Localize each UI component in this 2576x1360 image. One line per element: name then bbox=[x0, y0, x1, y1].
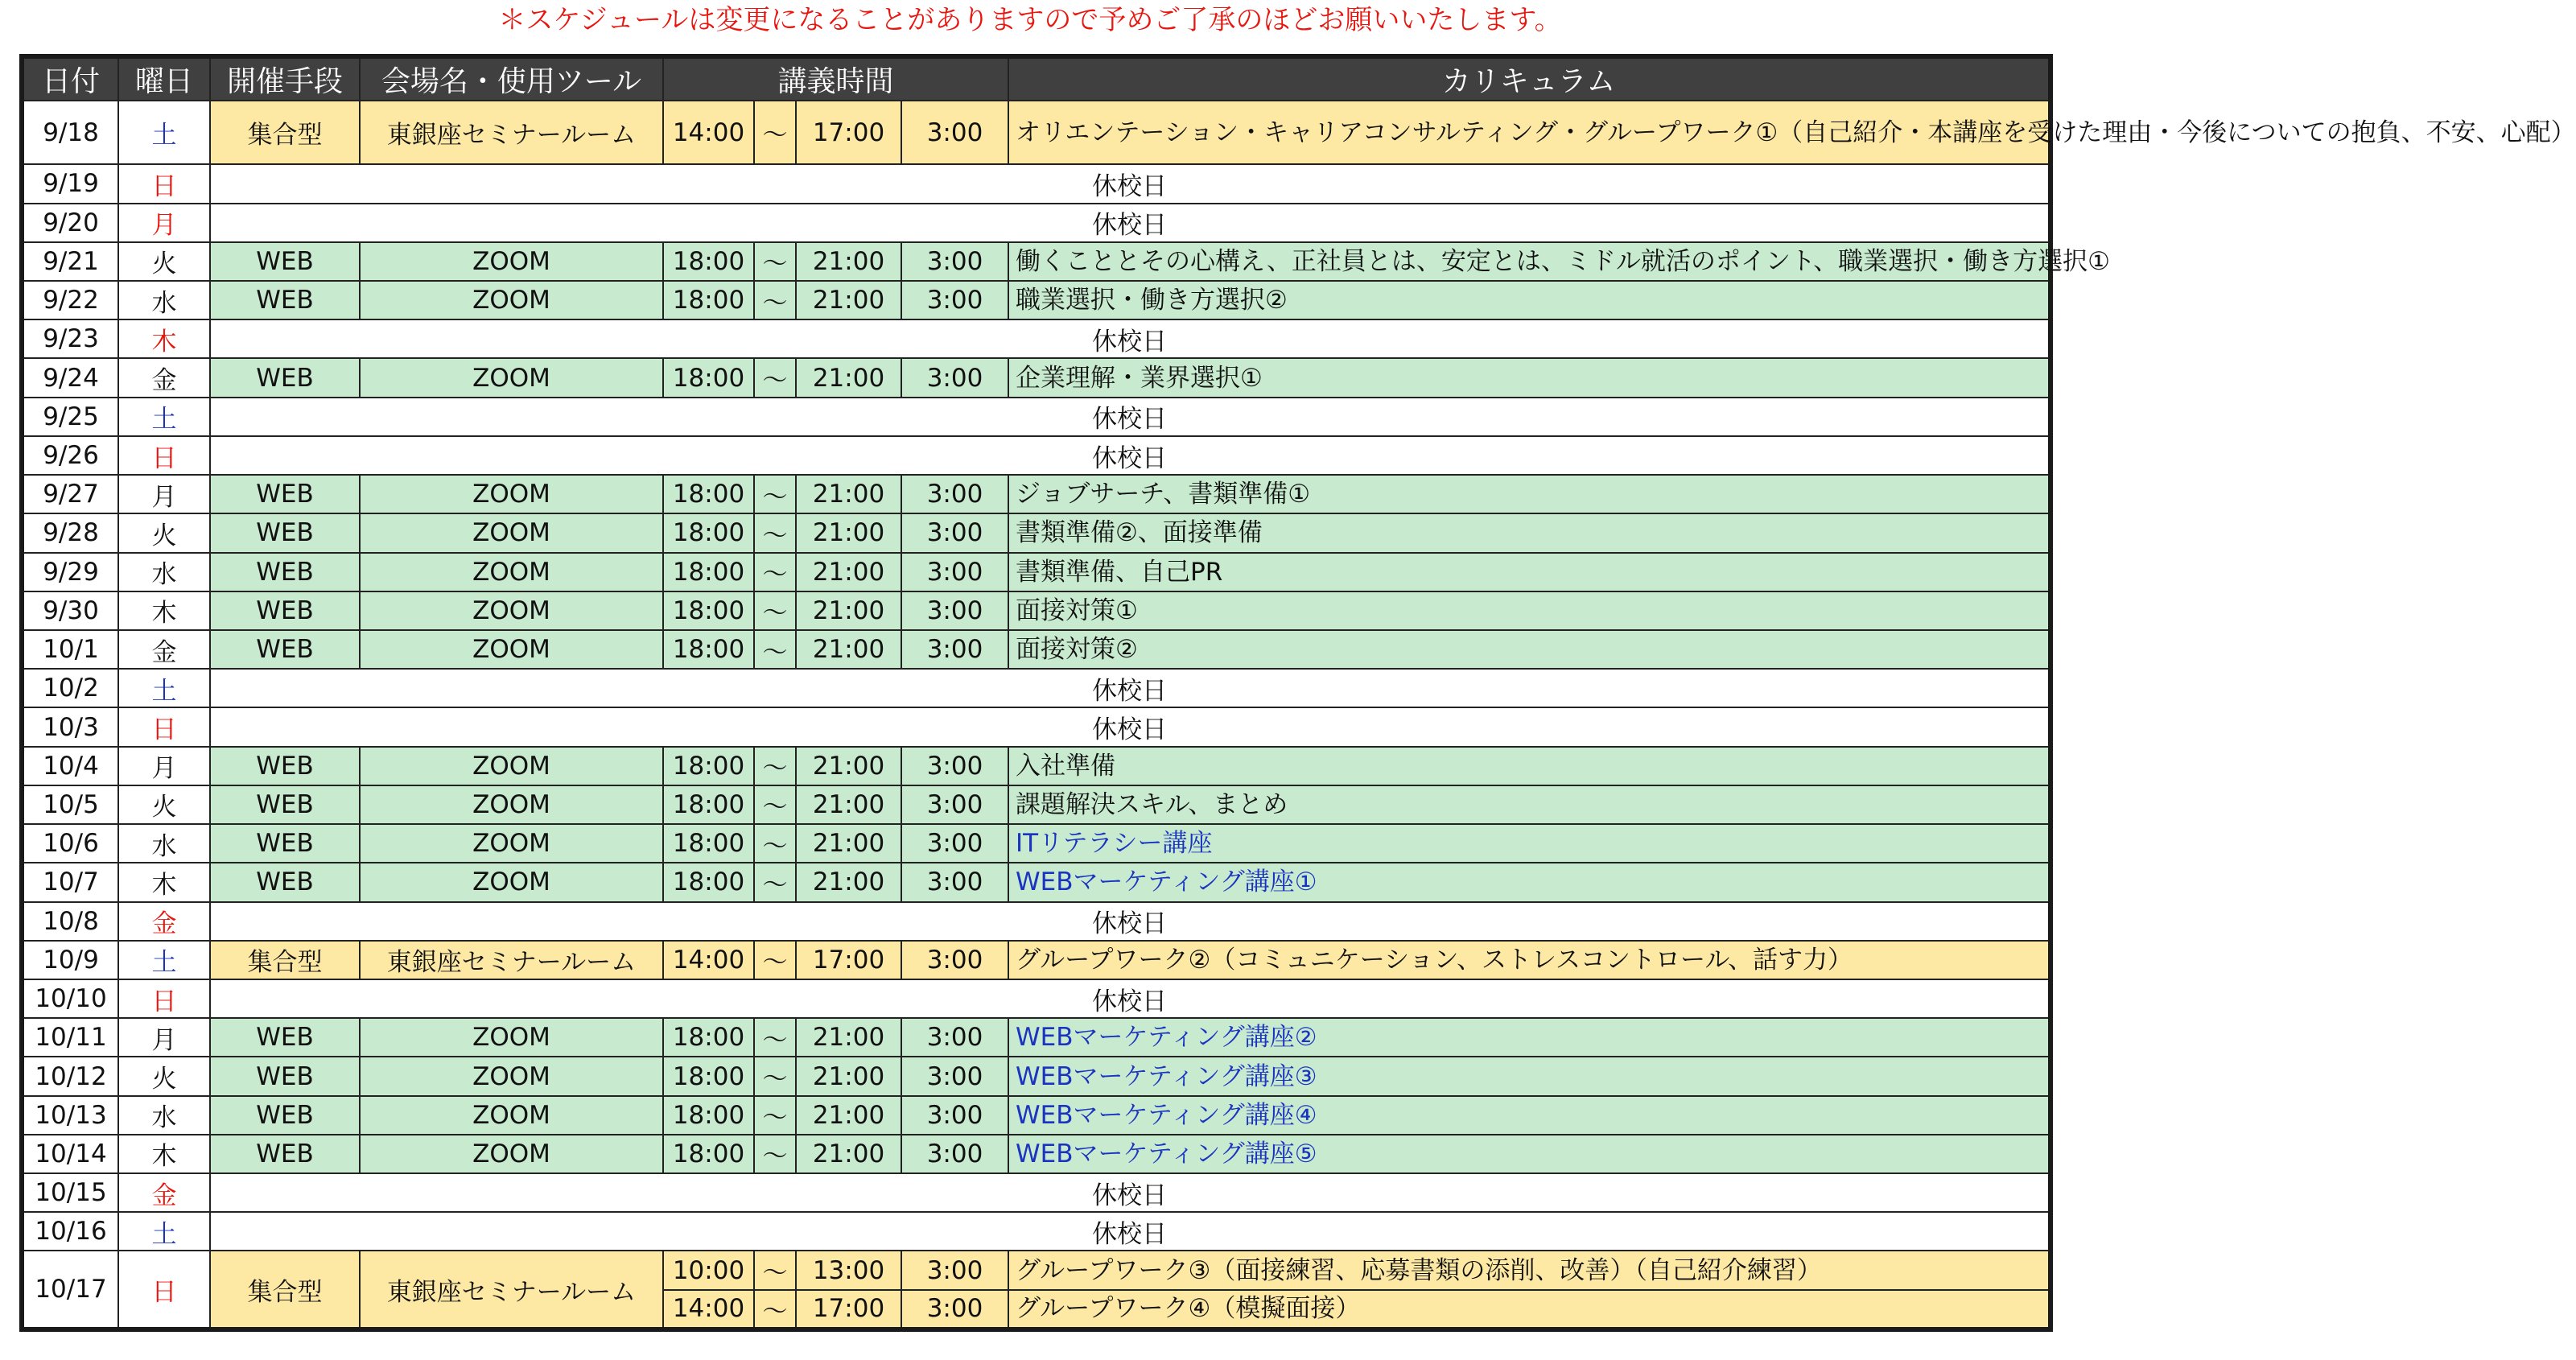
time-separator: ～ bbox=[754, 475, 796, 513]
table-row bbox=[22, 1135, 2050, 1173]
date-cell: 10/15 bbox=[22, 1173, 118, 1212]
weekday-cell: 土 bbox=[118, 101, 210, 164]
curriculum-cell: ジョブサーチ、書類準備① bbox=[1008, 475, 2050, 513]
duration-cell: 3:00 bbox=[901, 591, 1008, 630]
venue-cell: ZOOM bbox=[360, 747, 663, 785]
start-time-cell: 18:00 bbox=[663, 785, 754, 824]
duration-cell: 3:00 bbox=[901, 1018, 1008, 1057]
method-cell: WEB bbox=[210, 630, 360, 669]
curriculum-cell: WEBマーケティング講座③ bbox=[1008, 1057, 2050, 1095]
end-time-cell: 21:00 bbox=[796, 1018, 901, 1057]
end-time-cell: 21:00 bbox=[796, 513, 901, 552]
table-row bbox=[22, 475, 2050, 513]
time-separator: ～ bbox=[754, 630, 796, 669]
duration-cell: 3:00 bbox=[901, 785, 1008, 824]
method-cell: WEB bbox=[210, 242, 360, 281]
date-cell: 10/16 bbox=[22, 1212, 118, 1251]
end-time-cell: 21:00 bbox=[796, 824, 901, 863]
venue-cell: ZOOM bbox=[360, 513, 663, 552]
closed-day-cell: 休校日 bbox=[210, 164, 2050, 203]
venue-cell: ZOOM bbox=[360, 242, 663, 281]
end-time-cell: 21:00 bbox=[796, 630, 901, 669]
weekday-cell: 水 bbox=[118, 553, 210, 591]
end-time-cell: 21:00 bbox=[796, 785, 901, 824]
duration-cell: 3:00 bbox=[901, 941, 1008, 979]
start-time-cell: 14:00 bbox=[663, 941, 754, 979]
start-time-cell: 18:00 bbox=[663, 1096, 754, 1135]
table-row bbox=[22, 1018, 2050, 1057]
venue-cell: 東銀座セミナールーム bbox=[360, 941, 663, 979]
date-cell: 10/8 bbox=[22, 902, 118, 941]
closed-day-cell: 休校日 bbox=[210, 436, 2050, 475]
time-separator: ～ bbox=[754, 1135, 796, 1173]
time-separator: ～ bbox=[754, 1018, 796, 1057]
date-cell: 9/26 bbox=[22, 436, 118, 475]
weekday-cell: 日 bbox=[118, 436, 210, 475]
weekday-cell: 木 bbox=[118, 863, 210, 901]
date-cell: 10/12 bbox=[22, 1057, 118, 1095]
table-row bbox=[22, 553, 2050, 591]
duration-cell: 3:00 bbox=[901, 824, 1008, 863]
time-separator: ～ bbox=[754, 591, 796, 630]
weekday-cell: 月 bbox=[118, 1018, 210, 1057]
closed-day-cell: 休校日 bbox=[210, 1173, 2050, 1212]
method-cell: WEB bbox=[210, 553, 360, 591]
date-cell: 10/6 bbox=[22, 824, 118, 863]
date-cell: 10/2 bbox=[22, 669, 118, 707]
table-row bbox=[22, 902, 2050, 941]
table-row bbox=[22, 979, 2050, 1018]
weekday-cell: 土 bbox=[118, 669, 210, 707]
table-row bbox=[22, 1096, 2050, 1135]
weekday-cell: 日 bbox=[118, 1251, 210, 1329]
date-cell: 9/28 bbox=[22, 513, 118, 552]
weekday-cell: 火 bbox=[118, 785, 210, 824]
header-time: 講義時間 bbox=[663, 56, 1008, 101]
duration-cell: 3:00 bbox=[901, 1057, 1008, 1095]
table-row bbox=[22, 707, 2050, 746]
time-separator: ～ bbox=[754, 747, 796, 785]
duration-cell: 3:00 bbox=[901, 1096, 1008, 1135]
method-cell: WEB bbox=[210, 824, 360, 863]
method-cell: 集合型 bbox=[210, 941, 360, 979]
venue-cell: ZOOM bbox=[360, 1135, 663, 1173]
table-row bbox=[22, 669, 2050, 707]
method-cell: WEB bbox=[210, 358, 360, 397]
schedule-table bbox=[19, 54, 2576, 1332]
end-time-cell: 21:00 bbox=[796, 358, 901, 397]
start-time-cell: 18:00 bbox=[663, 358, 754, 397]
table-row bbox=[22, 513, 2050, 552]
table-row bbox=[22, 1173, 2050, 1212]
table-row bbox=[22, 398, 2050, 436]
venue-cell: ZOOM bbox=[360, 475, 663, 513]
duration-cell: 3:00 bbox=[901, 101, 1008, 164]
start-time-cell: 18:00 bbox=[663, 630, 754, 669]
header-row bbox=[22, 56, 2050, 101]
weekday-cell: 木 bbox=[118, 1135, 210, 1173]
venue-cell: ZOOM bbox=[360, 553, 663, 591]
end-time-cell: 17:00 bbox=[796, 101, 901, 164]
table-row bbox=[22, 319, 2050, 358]
venue-cell: ZOOM bbox=[360, 1096, 663, 1135]
date-cell: 9/29 bbox=[22, 553, 118, 591]
start-time-cell: 18:00 bbox=[663, 281, 754, 319]
weekday-cell: 火 bbox=[118, 513, 210, 552]
table-row bbox=[22, 204, 2050, 242]
weekday-cell: 木 bbox=[118, 319, 210, 358]
weekday-cell: 月 bbox=[118, 747, 210, 785]
end-time-cell: 17:00 bbox=[796, 941, 901, 979]
start-time-cell: 18:00 bbox=[663, 747, 754, 785]
weekday-cell: 金 bbox=[118, 1173, 210, 1212]
curriculum-cell: WEBマーケティング講座④ bbox=[1008, 1096, 2050, 1135]
curriculum-cell: 面接対策① bbox=[1008, 591, 2050, 630]
start-time-cell: 18:00 bbox=[663, 863, 754, 901]
venue-cell: 東銀座セミナールーム bbox=[360, 1251, 663, 1329]
date-cell: 10/1 bbox=[22, 630, 118, 669]
header-day: 曜日 bbox=[118, 56, 210, 101]
date-cell: 9/19 bbox=[22, 164, 118, 203]
header-method: 開催手段 bbox=[210, 56, 360, 101]
method-cell: WEB bbox=[210, 1135, 360, 1173]
duration-cell: 3:00 bbox=[901, 1251, 1008, 1289]
weekday-cell: 日 bbox=[118, 707, 210, 746]
curriculum-cell: ITリテラシー講座 bbox=[1008, 824, 2050, 863]
table-row bbox=[22, 101, 2050, 164]
duration-cell: 3:00 bbox=[901, 1135, 1008, 1173]
venue-cell: ZOOM bbox=[360, 591, 663, 630]
date-cell: 10/17 bbox=[22, 1251, 118, 1329]
method-cell: WEB bbox=[210, 475, 360, 513]
table-row bbox=[22, 1212, 2050, 1251]
method-cell: 集合型 bbox=[210, 1251, 360, 1329]
venue-cell: ZOOM bbox=[360, 1018, 663, 1057]
curriculum-cell: 書類準備、自己PR bbox=[1008, 553, 2050, 591]
venue-cell: ZOOM bbox=[360, 281, 663, 319]
curriculum-cell: WEBマーケティング講座① bbox=[1008, 863, 2050, 901]
date-cell: 10/11 bbox=[22, 1018, 118, 1057]
table-row bbox=[22, 358, 2050, 397]
start-time-cell: 18:00 bbox=[663, 513, 754, 552]
end-time-cell: 21:00 bbox=[796, 1057, 901, 1095]
time-separator: ～ bbox=[754, 513, 796, 552]
time-separator: ～ bbox=[754, 281, 796, 319]
start-time-cell: 18:00 bbox=[663, 1135, 754, 1173]
closed-day-cell: 休校日 bbox=[210, 707, 2050, 746]
table-row bbox=[22, 281, 2050, 319]
duration-cell: 3:00 bbox=[901, 630, 1008, 669]
weekday-cell: 土 bbox=[118, 398, 210, 436]
duration-cell: 3:00 bbox=[901, 242, 1008, 281]
schedule-change-notice: ＊スケジュールは変更になることがありますので予めご了承のほどお願いいたします。 bbox=[498, 4, 1562, 36]
closed-day-cell: 休校日 bbox=[210, 979, 2050, 1018]
table-row bbox=[22, 785, 2050, 824]
end-time-cell: 21:00 bbox=[796, 281, 901, 319]
curriculum-cell: WEBマーケティング講座⑤ bbox=[1008, 1135, 2050, 1173]
weekday-cell: 日 bbox=[118, 164, 210, 203]
curriculum-cell: グループワーク④（模擬面接） bbox=[1008, 1290, 2050, 1329]
duration-cell: 3:00 bbox=[901, 513, 1008, 552]
table-row bbox=[22, 1251, 2050, 1289]
time-separator: ～ bbox=[754, 553, 796, 591]
start-time-cell: 18:00 bbox=[663, 1057, 754, 1095]
table-row bbox=[22, 591, 2050, 630]
weekday-cell: 月 bbox=[118, 204, 210, 242]
start-time-cell: 18:00 bbox=[663, 824, 754, 863]
closed-day-cell: 休校日 bbox=[210, 669, 2050, 707]
date-cell: 10/10 bbox=[22, 979, 118, 1018]
start-time-cell: 18:00 bbox=[663, 553, 754, 591]
weekday-cell: 火 bbox=[118, 242, 210, 281]
time-separator: ～ bbox=[754, 1251, 796, 1289]
time-separator: ～ bbox=[754, 785, 796, 824]
header-venue: 会場名・使用ツール bbox=[360, 56, 663, 101]
curriculum-cell: グループワーク③（面接練習、応募書類の添削、改善）（自己紹介練習） bbox=[1008, 1251, 2050, 1289]
weekday-cell: 水 bbox=[118, 824, 210, 863]
date-cell: 9/23 bbox=[22, 319, 118, 358]
time-separator: ～ bbox=[754, 1290, 796, 1329]
time-separator: ～ bbox=[754, 1096, 796, 1135]
weekday-cell: 金 bbox=[118, 630, 210, 669]
method-cell: WEB bbox=[210, 591, 360, 630]
date-cell: 9/18 bbox=[22, 101, 118, 164]
table-row bbox=[22, 941, 2050, 979]
date-cell: 9/22 bbox=[22, 281, 118, 319]
duration-cell: 3:00 bbox=[901, 358, 1008, 397]
time-separator: ～ bbox=[754, 358, 796, 397]
time-separator: ～ bbox=[754, 242, 796, 281]
time-separator: ～ bbox=[754, 101, 796, 164]
date-cell: 9/21 bbox=[22, 242, 118, 281]
date-cell: 10/13 bbox=[22, 1096, 118, 1135]
duration-cell: 3:00 bbox=[901, 863, 1008, 901]
table-row bbox=[22, 824, 2050, 863]
date-cell: 10/14 bbox=[22, 1135, 118, 1173]
date-cell: 9/30 bbox=[22, 591, 118, 630]
method-cell: WEB bbox=[210, 281, 360, 319]
start-time-cell: 18:00 bbox=[663, 475, 754, 513]
time-separator: ～ bbox=[754, 1057, 796, 1095]
end-time-cell: 21:00 bbox=[796, 747, 901, 785]
weekday-cell: 月 bbox=[118, 475, 210, 513]
method-cell: WEB bbox=[210, 1018, 360, 1057]
end-time-cell: 21:00 bbox=[796, 1135, 901, 1173]
weekday-cell: 火 bbox=[118, 1057, 210, 1095]
venue-cell: ZOOM bbox=[360, 863, 663, 901]
time-separator: ～ bbox=[754, 824, 796, 863]
venue-cell: ZOOM bbox=[360, 630, 663, 669]
time-separator: ～ bbox=[754, 941, 796, 979]
start-time-cell: 18:00 bbox=[663, 1018, 754, 1057]
start-time-cell: 10:00 bbox=[663, 1251, 754, 1289]
table-row bbox=[22, 747, 2050, 785]
curriculum-cell: 面接対策② bbox=[1008, 630, 2050, 669]
method-cell: WEB bbox=[210, 863, 360, 901]
start-time-cell: 18:00 bbox=[663, 591, 754, 630]
method-cell: WEB bbox=[210, 1057, 360, 1095]
closed-day-cell: 休校日 bbox=[210, 1212, 2050, 1251]
curriculum-cell: 課題解決スキル、まとめ bbox=[1008, 785, 2050, 824]
weekday-cell: 日 bbox=[118, 979, 210, 1018]
end-time-cell: 21:00 bbox=[796, 242, 901, 281]
end-time-cell: 21:00 bbox=[796, 553, 901, 591]
date-cell: 9/25 bbox=[22, 398, 118, 436]
duration-cell: 3:00 bbox=[901, 553, 1008, 591]
end-time-cell: 13:00 bbox=[796, 1251, 901, 1289]
date-cell: 10/5 bbox=[22, 785, 118, 824]
date-cell: 9/24 bbox=[22, 358, 118, 397]
duration-cell: 3:00 bbox=[901, 1290, 1008, 1329]
curriculum-cell: WEBマーケティング講座② bbox=[1008, 1018, 2050, 1057]
method-cell: 集合型 bbox=[210, 101, 360, 164]
method-cell: WEB bbox=[210, 1096, 360, 1135]
end-time-cell: 21:00 bbox=[796, 863, 901, 901]
closed-day-cell: 休校日 bbox=[210, 204, 2050, 242]
weekday-cell: 水 bbox=[118, 281, 210, 319]
weekday-cell: 金 bbox=[118, 902, 210, 941]
venue-cell: 東銀座セミナールーム bbox=[360, 101, 663, 164]
weekday-cell: 土 bbox=[118, 1212, 210, 1251]
weekday-cell: 水 bbox=[118, 1096, 210, 1135]
curriculum-cell: 職業選択・働き方選択② bbox=[1008, 281, 2050, 319]
method-cell: WEB bbox=[210, 747, 360, 785]
end-time-cell: 17:00 bbox=[796, 1290, 901, 1329]
weekday-cell: 木 bbox=[118, 591, 210, 630]
weekday-cell: 金 bbox=[118, 358, 210, 397]
method-cell: WEB bbox=[210, 785, 360, 824]
date-cell: 10/4 bbox=[22, 747, 118, 785]
end-time-cell: 21:00 bbox=[796, 591, 901, 630]
venue-cell: ZOOM bbox=[360, 824, 663, 863]
date-cell: 10/3 bbox=[22, 707, 118, 746]
curriculum-cell: 働くこととその心構え、正社員とは、安定とは、ミドル就活のポイント、職業選択・働き方選択① bbox=[1008, 242, 2050, 281]
duration-cell: 3:00 bbox=[901, 747, 1008, 785]
curriculum-cell: 入社準備 bbox=[1008, 747, 2050, 785]
date-cell: 9/20 bbox=[22, 204, 118, 242]
table-row bbox=[22, 630, 2050, 669]
venue-cell: ZOOM bbox=[360, 1057, 663, 1095]
venue-cell: ZOOM bbox=[360, 785, 663, 824]
date-cell: 10/9 bbox=[22, 941, 118, 979]
table-row bbox=[22, 242, 2050, 281]
closed-day-cell: 休校日 bbox=[210, 902, 2050, 941]
table-row bbox=[22, 1057, 2050, 1095]
header-date: 日付 bbox=[22, 56, 118, 101]
time-separator: ～ bbox=[754, 863, 796, 901]
weekday-cell: 土 bbox=[118, 941, 210, 979]
closed-day-cell: 休校日 bbox=[210, 398, 2050, 436]
method-cell: WEB bbox=[210, 513, 360, 552]
curriculum-cell: グループワーク②（コミュニケーション、ストレスコントロール、話す力） bbox=[1008, 941, 2050, 979]
start-time-cell: 14:00 bbox=[663, 1290, 754, 1329]
curriculum-cell: 企業理解・業界選択① bbox=[1008, 358, 2050, 397]
table-row bbox=[22, 436, 2050, 475]
date-cell: 10/7 bbox=[22, 863, 118, 901]
start-time-cell: 14:00 bbox=[663, 101, 754, 164]
curriculum-cell: 書類準備②、面接準備 bbox=[1008, 513, 2050, 552]
date-cell: 9/27 bbox=[22, 475, 118, 513]
closed-day-cell: 休校日 bbox=[210, 319, 2050, 358]
duration-cell: 3:00 bbox=[901, 281, 1008, 319]
end-time-cell: 21:00 bbox=[796, 475, 901, 513]
start-time-cell: 18:00 bbox=[663, 242, 754, 281]
table-row bbox=[22, 863, 2050, 901]
table-row bbox=[22, 164, 2050, 203]
duration-cell: 3:00 bbox=[901, 475, 1008, 513]
end-time-cell: 21:00 bbox=[796, 1096, 901, 1135]
header-curriculum: カリキュラム bbox=[1008, 56, 2050, 101]
venue-cell: ZOOM bbox=[360, 358, 663, 397]
curriculum-cell: オリエンテーション・キャリアコンサルティング・グループワーク①（自己紹介・本講座を受けた理由・今後についての抱負、不安、心配） bbox=[1008, 101, 2050, 164]
